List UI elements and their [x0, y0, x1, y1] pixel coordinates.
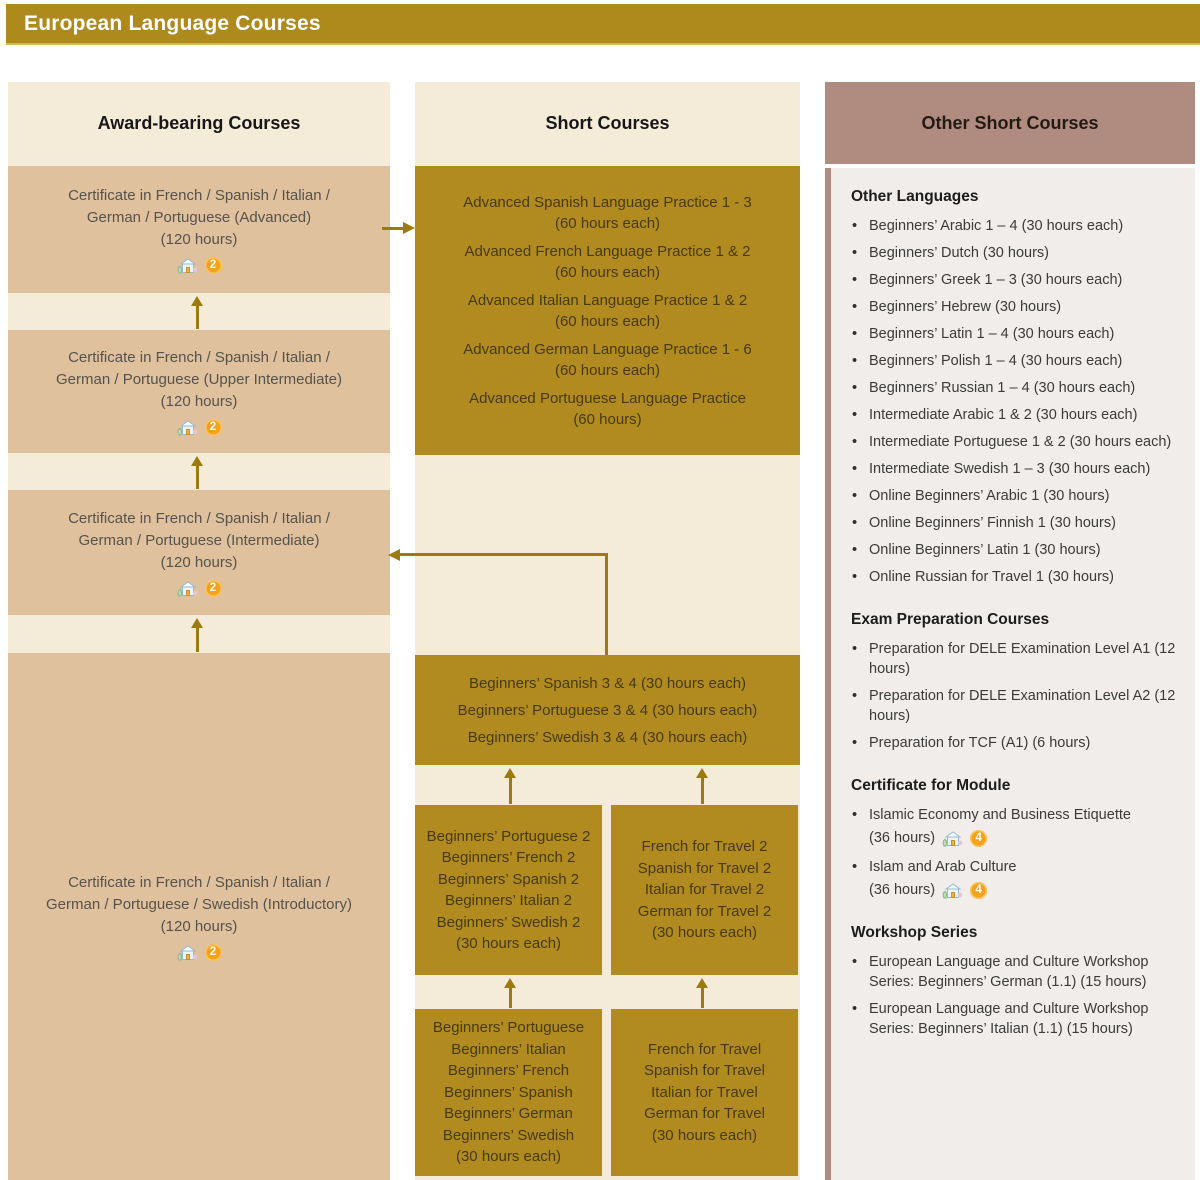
course-line: Beginners’ Portuguese 2: [426, 827, 591, 845]
course-line: Beginners’ Swedish 2: [436, 913, 581, 931]
course-list-item: • Intermediate Arabic 1 & 2 (30 hours each): [851, 405, 1187, 425]
course-hours-line: (60 hours): [573, 410, 642, 428]
course-line: German for Travel 2: [637, 902, 772, 920]
other-courses-panel: [825, 168, 1195, 1180]
course-list-item: • Beginners’ Polish 1 – 4 (30 hours each): [851, 351, 1187, 371]
course-list-item: • European Language and Culture Workshop Series: Beginners’ German (1.1) (15 hours): [851, 952, 1187, 992]
course-line: French for Travel 2: [641, 838, 768, 856]
course-list-item: • Beginners’ Latin 1 – 4 (30 hours each): [851, 324, 1187, 344]
icon-row: [177, 256, 222, 274]
exam-prep-list: [851, 639, 1187, 753]
course-line: Beginners’ Swedish 3 & 4 (30 hours each): [467, 728, 748, 746]
icon-row: [177, 943, 222, 961]
award-column-header: [8, 82, 390, 165]
travel-2-box: [611, 805, 798, 975]
course-line: Beginners’ Italian 2: [444, 892, 573, 909]
course-hours-line: (60 hours each): [554, 263, 661, 281]
course-entry: [469, 388, 746, 430]
course-entry: [464, 241, 750, 283]
course-list-item: • Intermediate Portuguese 1 & 2 (30 hours each): [851, 432, 1187, 452]
award-column-title: Award-bearing Courses: [97, 113, 301, 133]
course-line: Beginners’ Swedish: [442, 1126, 575, 1144]
course-hours-row: [869, 828, 1187, 848]
course-list-item: • Online Beginners’ Finnish 1 (30 hours): [851, 513, 1187, 533]
course-list-item: • Online Russian for Travel 1 (30 hours): [851, 567, 1187, 587]
course-entry: [463, 339, 752, 381]
workshop-series-list: [851, 952, 1187, 1039]
course-list-item: • Beginners’ Dutch (30 hours): [851, 243, 1187, 263]
course-list-item: • Beginners’ Arabic 1 – 4 (30 hours each): [851, 216, 1187, 236]
course-line: Beginners’ Portuguese: [432, 1019, 585, 1037]
campus-icon: [177, 257, 198, 274]
course-list-item: • Preparation for DELE Examination Level A2 (12 hours): [851, 686, 1187, 726]
course-title-line: Certificate in French / Spanish / Italian /: [68, 874, 330, 891]
page-title: European Language Courses: [24, 11, 321, 35]
short-column-title: Short Courses: [545, 113, 670, 133]
course-hours-line: (30 hours each): [651, 924, 758, 942]
travel-1-box: [611, 1009, 798, 1176]
course-title-line: Certificate in French / Spanish / Italian /: [68, 187, 330, 204]
certificate-module-list: [851, 805, 1187, 900]
course-line: Beginners’ Spanish 3 & 4 (30 hours each): [468, 674, 747, 692]
section-heading-certificate-module: Certificate for Module: [851, 777, 1011, 794]
course-list-item: • Online Beginners’ Arabic 1 (30 hours): [851, 486, 1187, 506]
course-line: Spanish for Travel: [644, 1062, 765, 1080]
course-line: German for Travel: [644, 1105, 765, 1123]
other-column-title: Other Short Courses: [921, 112, 1099, 133]
course-count-badge: 2: [205, 419, 222, 436]
campus-icon: [177, 580, 198, 597]
other-column-header: [825, 82, 1195, 164]
course-line: Italian for Travel: [651, 1083, 758, 1101]
course-entry: [468, 290, 747, 332]
course-count-badge: 2: [205, 257, 222, 274]
course-line: Beginners’ Spanish 2: [437, 870, 580, 888]
course-title-line: Certificate in French / Spanish / Italian /: [68, 349, 330, 366]
section-heading-exam-prep: Exam Preparation Courses: [851, 611, 1050, 628]
course-hours-line: (30 hours each): [455, 1148, 562, 1166]
cert-box-intermediate: [8, 490, 390, 615]
course-list-item: • Beginners’ Greek 1 – 3 (30 hours each): [851, 270, 1187, 290]
course-count-badge: 2: [205, 944, 222, 961]
beginners-2-box: [415, 805, 602, 975]
campus-icon: [942, 882, 963, 899]
course-title-line: Advanced German Language Practice 1 - 6: [463, 340, 752, 358]
cert-box-advanced: [8, 166, 390, 293]
campus-icon: [177, 944, 198, 961]
course-hours-line: (36 hours): [869, 830, 936, 846]
course-line: Beginners’ Spanish: [444, 1083, 573, 1101]
course-line: Beginners’ French: [447, 1062, 570, 1080]
course-hours-line: (120 hours): [160, 918, 238, 935]
short-column-header: [415, 82, 800, 165]
course-hours-line: (120 hours): [160, 554, 238, 571]
course-title-line: German / Portuguese (Upper Intermediate): [56, 371, 342, 388]
course-list-item: • Preparation for TCF (A1) (6 hours): [851, 733, 1187, 753]
course-line: Beginners’ Portuguese 3 & 4 (30 hours each): [457, 701, 758, 719]
course-title-line: German / Portuguese (Intermediate): [78, 532, 320, 549]
course-title-line: Advanced Spanish Language Practice 1 - 3: [463, 193, 752, 211]
course-hours-line: (30 hours each): [651, 1126, 758, 1144]
icon-row: [177, 418, 222, 436]
course-hours-line: (60 hours each): [554, 214, 661, 232]
course-count-badge: 4: [970, 830, 987, 847]
course-title-line: Advanced Italian Language Practice 1 & 2: [467, 291, 748, 309]
course-hours-line: (60 hours each): [554, 361, 661, 379]
beginners-1-box: [415, 1009, 602, 1176]
course-hours-line: (120 hours): [160, 231, 238, 248]
course-line: Beginners’ German: [444, 1105, 573, 1123]
course-title-line: Advanced French Language Practice 1 & 2: [464, 242, 751, 260]
course-title-line: • Islamic Economy and Business Etiquette: [869, 807, 1131, 823]
advanced-practice-box: [415, 166, 800, 455]
course-hours-line: (36 hours): [869, 882, 936, 898]
title-bar: [6, 4, 1200, 45]
section-heading-workshop-series: Workshop Series: [851, 924, 978, 941]
course-title-line: • Islam and Arab Culture: [869, 859, 1017, 875]
course-title-line: German / Portuguese / Swedish (Introductory): [46, 896, 352, 913]
course-hours-line: (60 hours each): [554, 312, 661, 330]
course-list-item: • European Language and Culture Workshop Series: Beginners’ Italian (1.1) (15 hours): [851, 999, 1187, 1039]
icon-row: [177, 579, 222, 597]
campus-icon: [177, 419, 198, 436]
cert-box-introductory: [8, 653, 390, 1180]
course-list-item: • Beginners’ Russian 1 – 4 (30 hours each): [851, 378, 1187, 398]
course-list-item: [851, 857, 1187, 900]
course-count-badge: 4: [970, 882, 987, 899]
course-line: Beginners’ French 2: [441, 849, 576, 866]
course-line: Italian for Travel 2: [644, 881, 765, 899]
course-line: French for Travel: [647, 1040, 762, 1058]
course-title-line: Advanced Portuguese Language Practice: [469, 389, 746, 407]
course-hours-row: [869, 880, 1187, 900]
course-list-item: • Beginners’ Hebrew (30 hours): [851, 297, 1187, 317]
cert-box-upper-intermediate: [8, 330, 390, 453]
course-list-item: • Online Beginners’ Latin 1 (30 hours): [851, 540, 1187, 560]
course-count-badge: 2: [205, 580, 222, 597]
course-hours-line: (30 hours each): [455, 935, 562, 952]
course-list-item: • Preparation for DELE Examination Level A1 (12 hours): [851, 639, 1187, 679]
course-hours-line: (120 hours): [160, 393, 238, 410]
course-title-line: Certificate in French / Spanish / Italian /: [68, 510, 330, 527]
beginners-3-4-box: [415, 655, 800, 765]
campus-icon: [942, 830, 963, 847]
course-title-line: German / Portuguese (Advanced): [86, 209, 312, 226]
section-heading-other-languages: Other Languages: [851, 188, 979, 205]
course-line: Beginners’ Italian: [451, 1040, 566, 1058]
course-list-item: • Intermediate Swedish 1 – 3 (30 hours each): [851, 459, 1187, 479]
course-line: Spanish for Travel 2: [637, 859, 772, 877]
other-languages-list: [851, 216, 1187, 587]
course-entry: [463, 192, 752, 234]
course-list-item: [851, 805, 1187, 848]
